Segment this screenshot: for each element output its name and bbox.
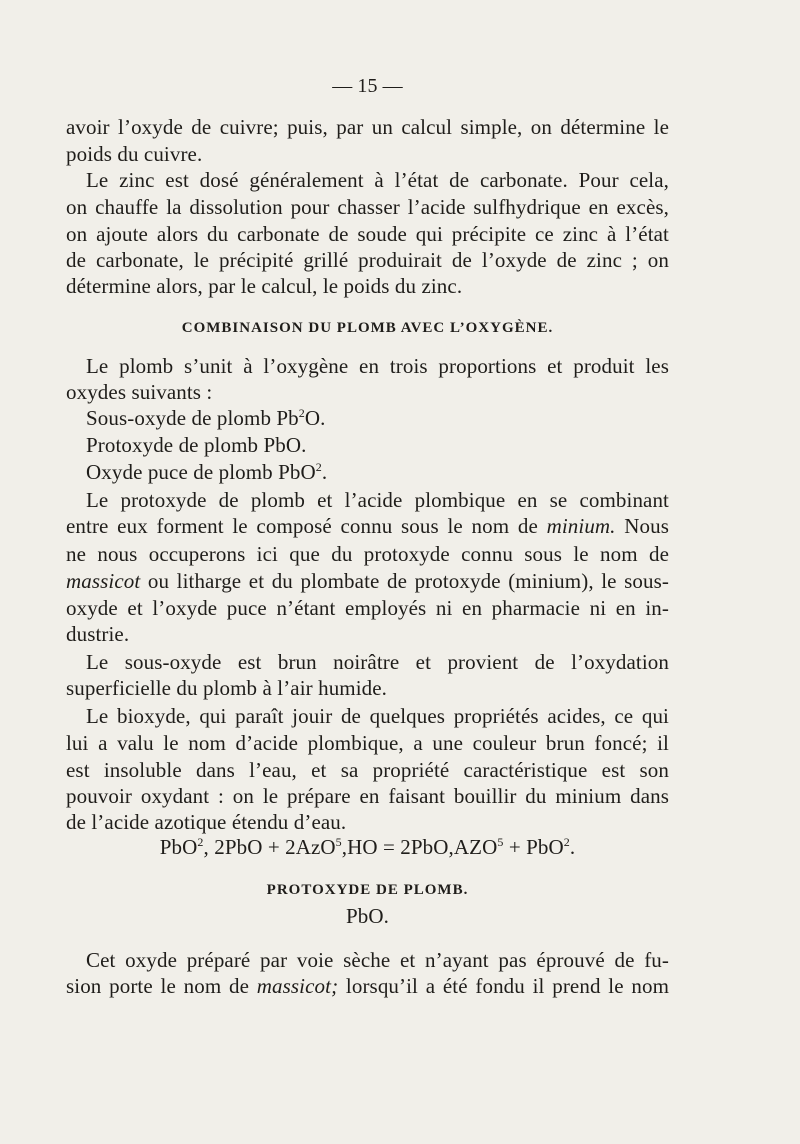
text-line: Le protoxyde de plomb et l’acide plombique en se combinant [86,488,669,512]
formula: PbO. [346,904,389,928]
oxide-item: Oxyde puce de plomb PbO$^2$. [86,460,328,484]
text-line: superficielle du plomb à l’air humide. [66,676,388,700]
text-line: massicot ou litharge et du plombate de protoxyde (minium), le sous- [66,569,669,593]
text-line: pouvoir oxydant : on le prépare en faisant bouillir du minium dans [66,784,669,808]
text-line: de carbonate, le précipité grillé produirait de l’oxyde de zinc ; on [66,248,669,272]
oxide-item: Sous-oxyde de plomb Pb$^2$O. [86,406,326,430]
text-line: sion porte le nom de massicot; lorsqu’il a été fondu il prend le nom [66,974,670,998]
text-line: Le sous-oxyde est brun noirâtre et provient de l’oxydation [86,650,669,674]
chemical-equation: PbO$^2$, $2PbO + 2AzO^5,HO = 2PbO,AZO^5 + PbO^2$. [159,835,576,859]
oxide-item: Protoxyde de plomb PbO. [86,433,307,457]
text-line: Le zinc est dosé généralement à l’état de carbonate. Pour cela, [86,168,669,192]
text-line: lui a valu le nom d’acide plombique, a une couleur brun foncé; il [66,731,669,755]
text-line: Le bioxyde, qui paraît jouir de quelques propriétés acides, ce qui [86,704,669,728]
section-heading: COMBINAISON DU PLOMB AVEC L’OXYGÈNE. [181,320,554,336]
text-line: on chauffe la dissolution pour chasser l’acide sulfhydrique en excès, [66,195,669,219]
text-line: entre eux forment le composé connu sous le nom de minium. Nous [66,514,669,538]
text-line: oxydes suivants : [66,380,213,404]
text-line: poids du cuivre. [66,142,203,166]
page-number: — 15 — [332,75,403,97]
text-line: détermine alors, par le calcul, le poids du zinc. [66,274,463,298]
text-line: ne nous occuperons ici que du protoxyde connu sous le nom de [66,542,669,566]
text-line: de l’acide azotique étendu d’eau. [66,810,347,834]
text-line: on ajoute alors du carbonate de soude qui précipite ce zinc à l’état [66,222,669,246]
text-line: Le plomb s’unit à l’oxygène en trois proportions et produit les [86,354,669,378]
text-line: Cet oxyde préparé par voie sèche et n’ayant pas éprouvé de fu- [86,948,669,972]
text-line: avoir l’oxyde de cuivre; puis, par un calcul simple, on détermine le [66,115,669,139]
section-heading: PROTOXYDE DE PLOMB. [266,882,469,898]
text-line: dustrie. [66,622,130,646]
text-line: oxyde et l’oxyde puce n’étant employés ni en pharmacie ni en in- [66,596,669,620]
text-line: est insoluble dans l’eau, et sa propriété caractéristique est son [66,758,669,782]
